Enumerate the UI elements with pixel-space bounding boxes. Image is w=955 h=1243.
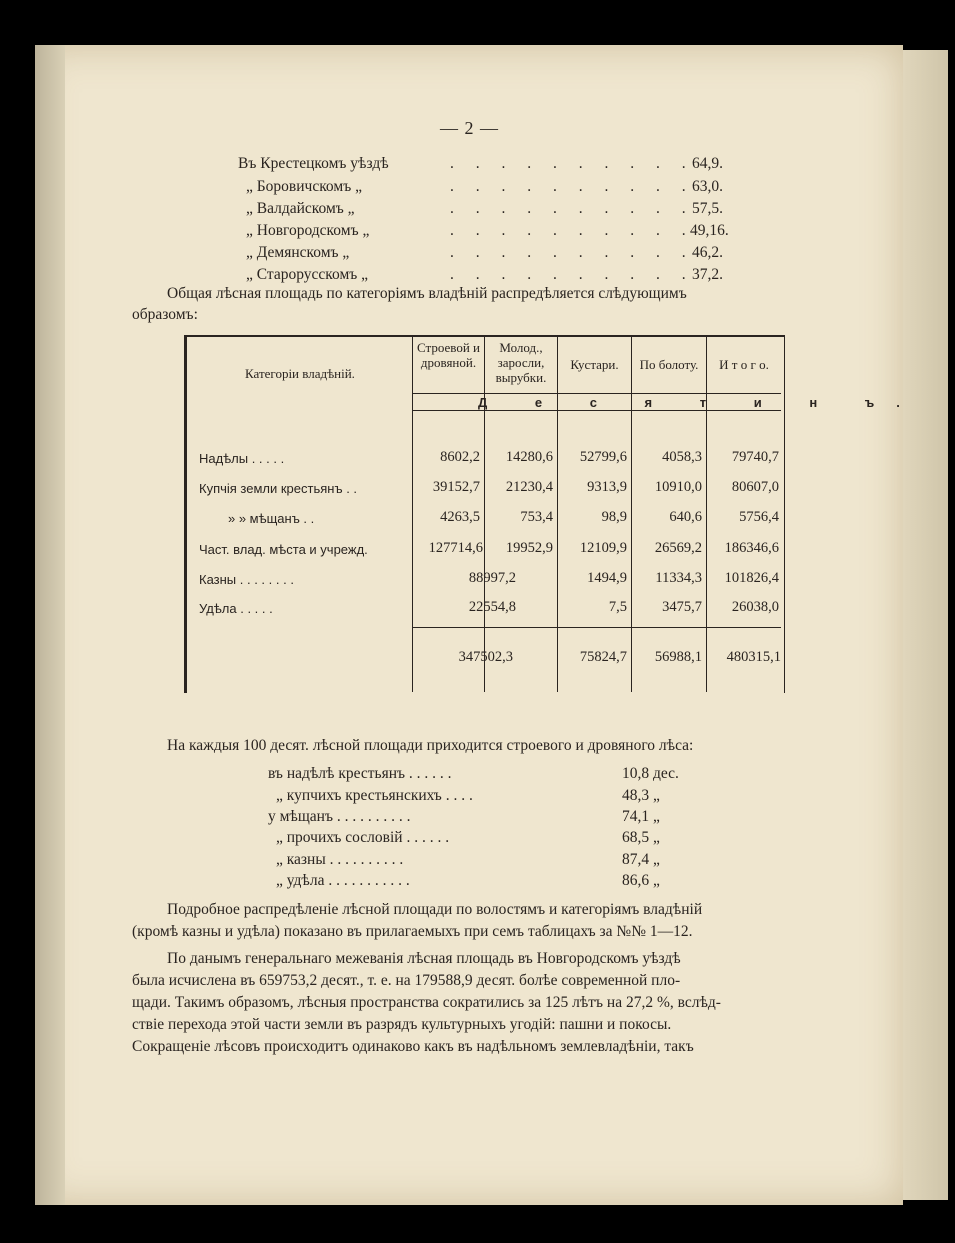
- dot-leader: . . . . . . . . . .: [450, 222, 695, 239]
- cell-young: 753,4: [520, 509, 553, 525]
- row-label: Купчія земли крестьянъ . .: [199, 481, 358, 496]
- cell-timber-young-merged: 88997,2: [468, 570, 516, 586]
- cell-swamp: 11334,3: [655, 570, 702, 586]
- cell-young: 14280,6: [505, 449, 553, 465]
- dot-leader: . . . . . . . . . .: [450, 200, 695, 217]
- cell-swamp: 3475,7: [662, 599, 702, 615]
- cell-total: 186346,6: [724, 540, 779, 556]
- district-name: Въ Крестецкомъ уѣздѣ: [238, 155, 389, 172]
- sum-rule: [412, 627, 781, 628]
- district-value: 57,5.: [692, 200, 723, 217]
- cell-young: 19952,9: [505, 540, 553, 556]
- paragraph-line: щади. Такимъ образомъ, лѣсныя пространства сократились за 125 лѣтъ на 27,2 %, вслѣд-: [132, 994, 721, 1011]
- cell-shrub: 52799,6: [579, 449, 627, 465]
- cell-timber: 8602,2: [440, 449, 480, 465]
- per100-value: 68,5 „: [622, 829, 660, 846]
- cell-shrub: 12109,9: [579, 540, 627, 556]
- dot-leader: . . . . . . . . . .: [450, 244, 695, 261]
- row-label: Част. влад. мѣста и учрежд.: [199, 542, 368, 557]
- per100-label: въ надѣлѣ крестьянъ . . . . . .: [268, 765, 452, 782]
- district-value: 46,2.: [692, 244, 723, 261]
- book-spine: [35, 45, 65, 1205]
- sum-swamp: 56988,1: [654, 649, 702, 665]
- unit-label: Д е с я т и н ъ.: [478, 395, 922, 410]
- cell-timber: 39152,7: [432, 479, 480, 495]
- sum-total: 480315,1: [726, 649, 781, 665]
- dot-leader: . . . . . . . . . .: [450, 155, 695, 172]
- per100-label: „ прочихъ сословій . . . . . .: [276, 829, 450, 846]
- header-young: Молод., заросли, вырубки.: [495, 340, 547, 385]
- cell-swamp: 10910,0: [654, 479, 702, 495]
- next-page-edge: [903, 50, 948, 1200]
- cell-swamp: 640,6: [669, 509, 702, 525]
- cell-swamp: 26569,2: [654, 540, 702, 556]
- paragraph-line: Сокращеніе лѣсовъ происходитъ одинаково какъ въ надѣльномъ землевладѣніи, такъ: [132, 1038, 694, 1055]
- per100-label: „ купчихъ крестьянскихъ . . . .: [276, 787, 473, 804]
- cell-total: 79740,7: [731, 449, 779, 465]
- row-label: Удѣла . . . . .: [199, 601, 273, 616]
- district-value: 49,16.: [690, 222, 729, 239]
- district-value: 63,0.: [692, 178, 723, 195]
- header-category: Категоріи владѣній.: [245, 366, 355, 381]
- row-label: » » мѣщанъ . .: [228, 511, 315, 526]
- dot-leader: . . . . . . . . . .: [450, 266, 695, 283]
- header-timber: Строевой и дровяной.: [417, 340, 480, 370]
- cell-shrub: 7,5: [608, 599, 627, 615]
- per100-intro: На каждыя 100 десят. лѣсной площади приходится строевого и дровяного лѣса:: [167, 737, 694, 754]
- header-rule: [412, 393, 781, 394]
- row-label: Надѣлы . . . . .: [199, 451, 285, 466]
- intro-text-line: образомъ:: [132, 306, 198, 323]
- paragraph-line: По данымъ генеральнаго межеванія лѣсная площадь въ Новгородскомъ уѣздѣ: [167, 950, 681, 967]
- per100-value: 74,1 „: [622, 808, 660, 825]
- cell-timber: 4263,5: [440, 509, 480, 525]
- cell-shrub: 1494,9: [587, 570, 627, 586]
- district-value: 37,2.: [692, 266, 723, 283]
- cell-total: 80607,0: [731, 479, 779, 495]
- cell-total: 5756,4: [739, 509, 779, 525]
- header-shrub: Кустари.: [570, 357, 619, 372]
- paragraph-line: ствіе перехода этой части земли въ разрядъ культурныхъ угодій: пашни и покосы.: [132, 1016, 672, 1033]
- cell-young: 21230,4: [505, 479, 553, 495]
- per100-value: 10,8 дес.: [622, 765, 679, 782]
- district-name: „ Старорусскомъ „: [246, 266, 369, 283]
- dot-leader: . . . . . . . . . .: [450, 178, 695, 195]
- district-name: „ Демянскомъ „: [246, 244, 350, 261]
- page-number: — 2 —: [440, 118, 499, 138]
- cell-total: 26038,0: [731, 599, 779, 615]
- district-value: 64,9.: [692, 155, 723, 172]
- row-label: Казны . . . . . . . .: [199, 572, 294, 587]
- sum-timber-young: 347502,3: [458, 649, 513, 665]
- per100-value: 48,3 „: [622, 787, 660, 804]
- header-swamp: По болоту.: [639, 357, 699, 372]
- per100-value: 87,4 „: [622, 851, 660, 868]
- cell-timber-young-merged: 22554,8: [468, 599, 516, 615]
- per100-label: у мѣщанъ . . . . . . . . . .: [268, 808, 411, 825]
- per100-label: „ казны . . . . . . . . . .: [276, 851, 404, 868]
- cell-timber: 127714,6: [428, 540, 483, 556]
- district-name: „ Боровичскомъ „: [246, 178, 362, 195]
- cell-swamp: 4058,3: [662, 449, 702, 465]
- header-total: И т о г о.: [719, 357, 769, 372]
- district-name: „ Валдайскомъ „: [246, 200, 355, 217]
- intro-text-line: Общая лѣсная площадь по категоріямъ владѣній распредѣляется слѣдующимъ: [167, 285, 687, 302]
- paragraph-line: Подробное распредѣленіе лѣсной площади по волостямъ и категоріямъ владѣній: [167, 901, 703, 918]
- district-name: „ Новгородскомъ „: [246, 222, 370, 239]
- unit-rule: [412, 410, 781, 411]
- cell-total: 101826,4: [724, 570, 779, 586]
- cell-shrub: 98,9: [601, 509, 627, 525]
- per100-value: 86,6 „: [622, 872, 660, 889]
- sum-shrub: 75824,7: [579, 649, 627, 665]
- per100-label: „ удѣла . . . . . . . . . . .: [276, 872, 410, 889]
- paragraph-line: (кромѣ казны и удѣла) показано въ прилагаемыхъ при семъ таблицахъ за №№ 1—12.: [132, 923, 693, 940]
- cell-shrub: 9313,9: [587, 479, 627, 495]
- paragraph-line: была исчислена въ 659753,2 десят., т. е. на 179588,9 десят. болѣе современной пло-: [132, 972, 681, 989]
